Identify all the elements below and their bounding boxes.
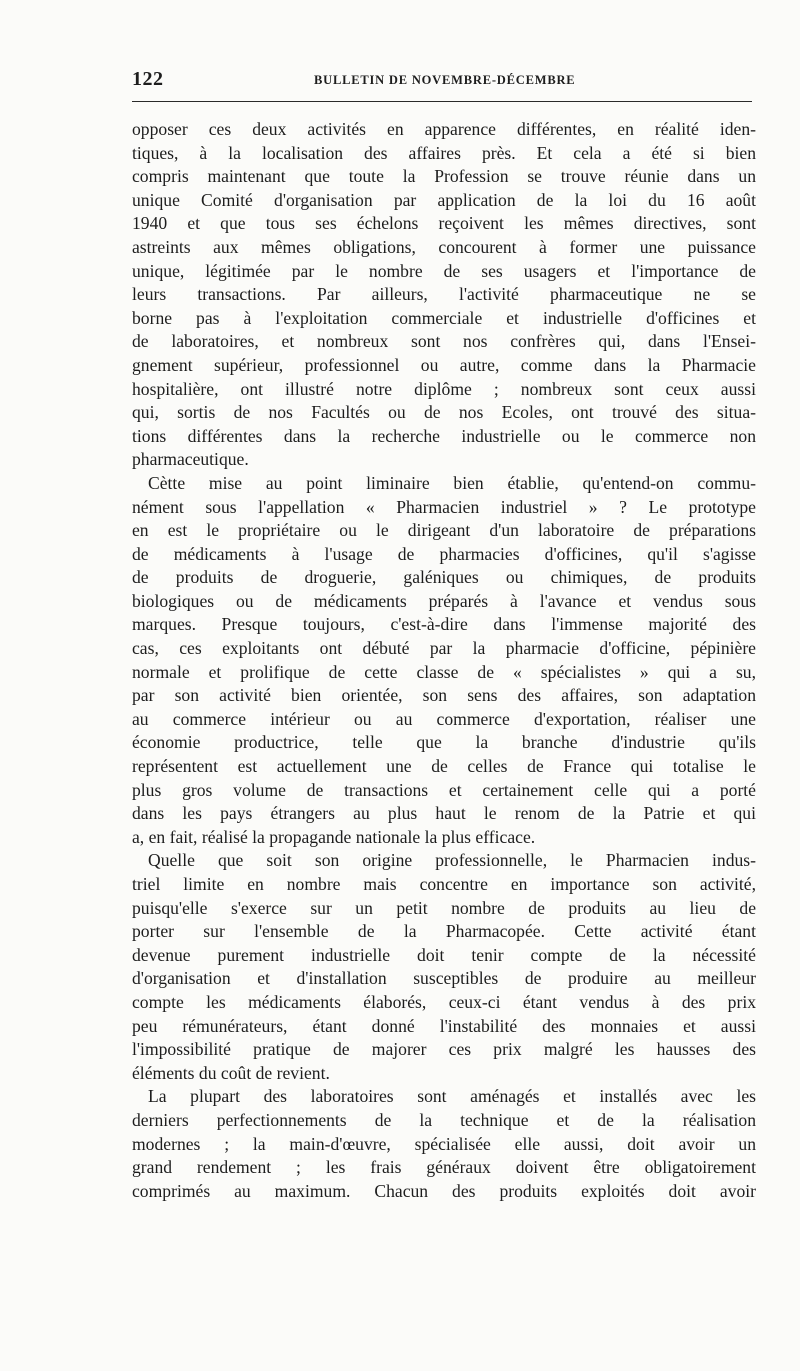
text-line: marques. Presque toujours, c'est-à-dire dans l'immense majorité des [132, 614, 756, 635]
text-line: borne pas à l'exploitation commerciale et industrielle d'officines et [132, 307, 756, 328]
text-line: normale et prolifique de cette classe de « spécialistes » qui a su, [132, 661, 756, 682]
text-line: tions différentes dans la recherche industrielle ou le commerce non [132, 425, 756, 446]
text-line: modernes ; la main-d'œuvre, spécialisée elle aussi, doit avoir un [132, 1133, 756, 1154]
text-line: devenue purement industrielle doit tenir compte de la nécessité [132, 944, 756, 965]
text-line: opposer ces deux activités en apparence différentes, en réalité iden- [132, 119, 756, 139]
text-line: peu rémunérateurs, étant donné l'instabilité des monnaies et aussi [132, 1015, 756, 1036]
text-line: au commerce intérieur ou au commerce d'exportation, réaliser une [132, 708, 756, 729]
text-line: Quelle que soit son origine professionnelle, le Pharmacien indus- [148, 850, 756, 871]
text-line: Cètte mise au point liminaire bien établie, qu'entend-on commu- [148, 472, 756, 493]
text-line: derniers perfectionnements de la technique et de la réalisation [132, 1109, 756, 1130]
text-line: pharmaceutique. [132, 449, 249, 470]
text-line: a, en fait, réalisé la propagande nationale la plus efficace. [132, 826, 536, 847]
text-line: plus gros volume de transactions et certainement celle qui a porté [132, 779, 756, 800]
body-text [132, 118, 756, 1203]
text-line: cas, ces exploitants ont débuté par la pharmacie d'officine, pépinière [132, 638, 756, 659]
page-header [132, 68, 752, 98]
text-line: astreints aux mêmes obligations, concourent à former une puissance [132, 236, 756, 257]
text-line: nément sous l'appellation « Pharmacien industriel » ? Le prototype [132, 496, 756, 517]
text-line: de laboratoires, et nombreux sont nos confrères qui, dans l'Ensei- [132, 331, 756, 352]
text-line: unique, légitimée par le nombre de ses usagers et l'importance de [132, 260, 756, 281]
text-line: économie productrice, telle que la branche d'industrie qu'ils [132, 732, 756, 753]
text-line: compris maintenant que toute la Profession se trouve réunie dans un [132, 166, 756, 187]
text-line: tiques, à la localisation des affaires près. Et cela a été si bien [132, 142, 756, 163]
text-line: en est le propriétaire ou le dirigeant d'un laboratoire de préparations [132, 520, 756, 541]
text-line: 1940 et que tous ses échelons reçoivent les mêmes directives, sont [132, 213, 756, 234]
text-line: triel limite en nombre mais concentre en importance son activité, [132, 874, 756, 894]
text-line: compte les médicaments élaborés, ceux-ci étant vendus à des prix [132, 991, 756, 1012]
text-line: puisqu'elle s'exerce sur un petit nombre de produits au lieu de [132, 897, 756, 918]
text-line: porter sur l'ensemble de la Pharmacopée. Cette activité étant [132, 921, 756, 942]
text-line: biologiques ou de médicaments préparés à l'avance et vendus sous [132, 590, 756, 611]
text-line: d'organisation et d'installation susceptibles de produire au meilleur [132, 968, 756, 989]
text-line: de médicaments à l'usage de pharmacies d'officines, qu'il s'agisse [132, 543, 756, 564]
running-title: BULLETIN DE NOVEMBRE-DÉCEMBRE [314, 73, 576, 87]
text-line: leurs transactions. Par ailleurs, l'activité pharmaceutique ne se [132, 284, 756, 305]
text-line: l'impossibilité pratique de majorer ces prix malgré les hausses des [132, 1039, 756, 1060]
text-line: de produits de droguerie, galéniques ou chimiques, de produits [132, 567, 756, 588]
text-line: représentent est actuellement une de celles de France qui totalise le [132, 756, 756, 777]
text-line: éléments du coût de revient. [132, 1062, 330, 1083]
text-line: unique Comité d'organisation par application de la loi du 16 août [132, 189, 756, 210]
text-line: hospitalière, ont illustré notre diplôme ; nombreux sont ceux aussi [132, 378, 756, 399]
page-number: 122 [132, 68, 164, 90]
text-line: grand rendement ; les frais généraux doivent être obligatoirement [132, 1157, 756, 1178]
text-line: comprimés au maximum. Chacun des produits exploités doit avoir [132, 1180, 756, 1201]
text-line: La plupart des laboratoires sont aménagés et installés avec les [148, 1086, 756, 1107]
text-line: qui, sortis de nos Facultés ou de nos Ecoles, ont trouvé des situa- [132, 402, 756, 423]
text-line: par son activité bien orientée, son sens des affaires, son adaptation [132, 685, 756, 706]
text-line: gnement supérieur, professionnel ou autre, comme dans la Pharmacie [132, 354, 756, 375]
text-line: dans les pays étrangers au plus haut le renom de la Patrie et qui [132, 803, 756, 824]
header-rule [132, 101, 752, 102]
